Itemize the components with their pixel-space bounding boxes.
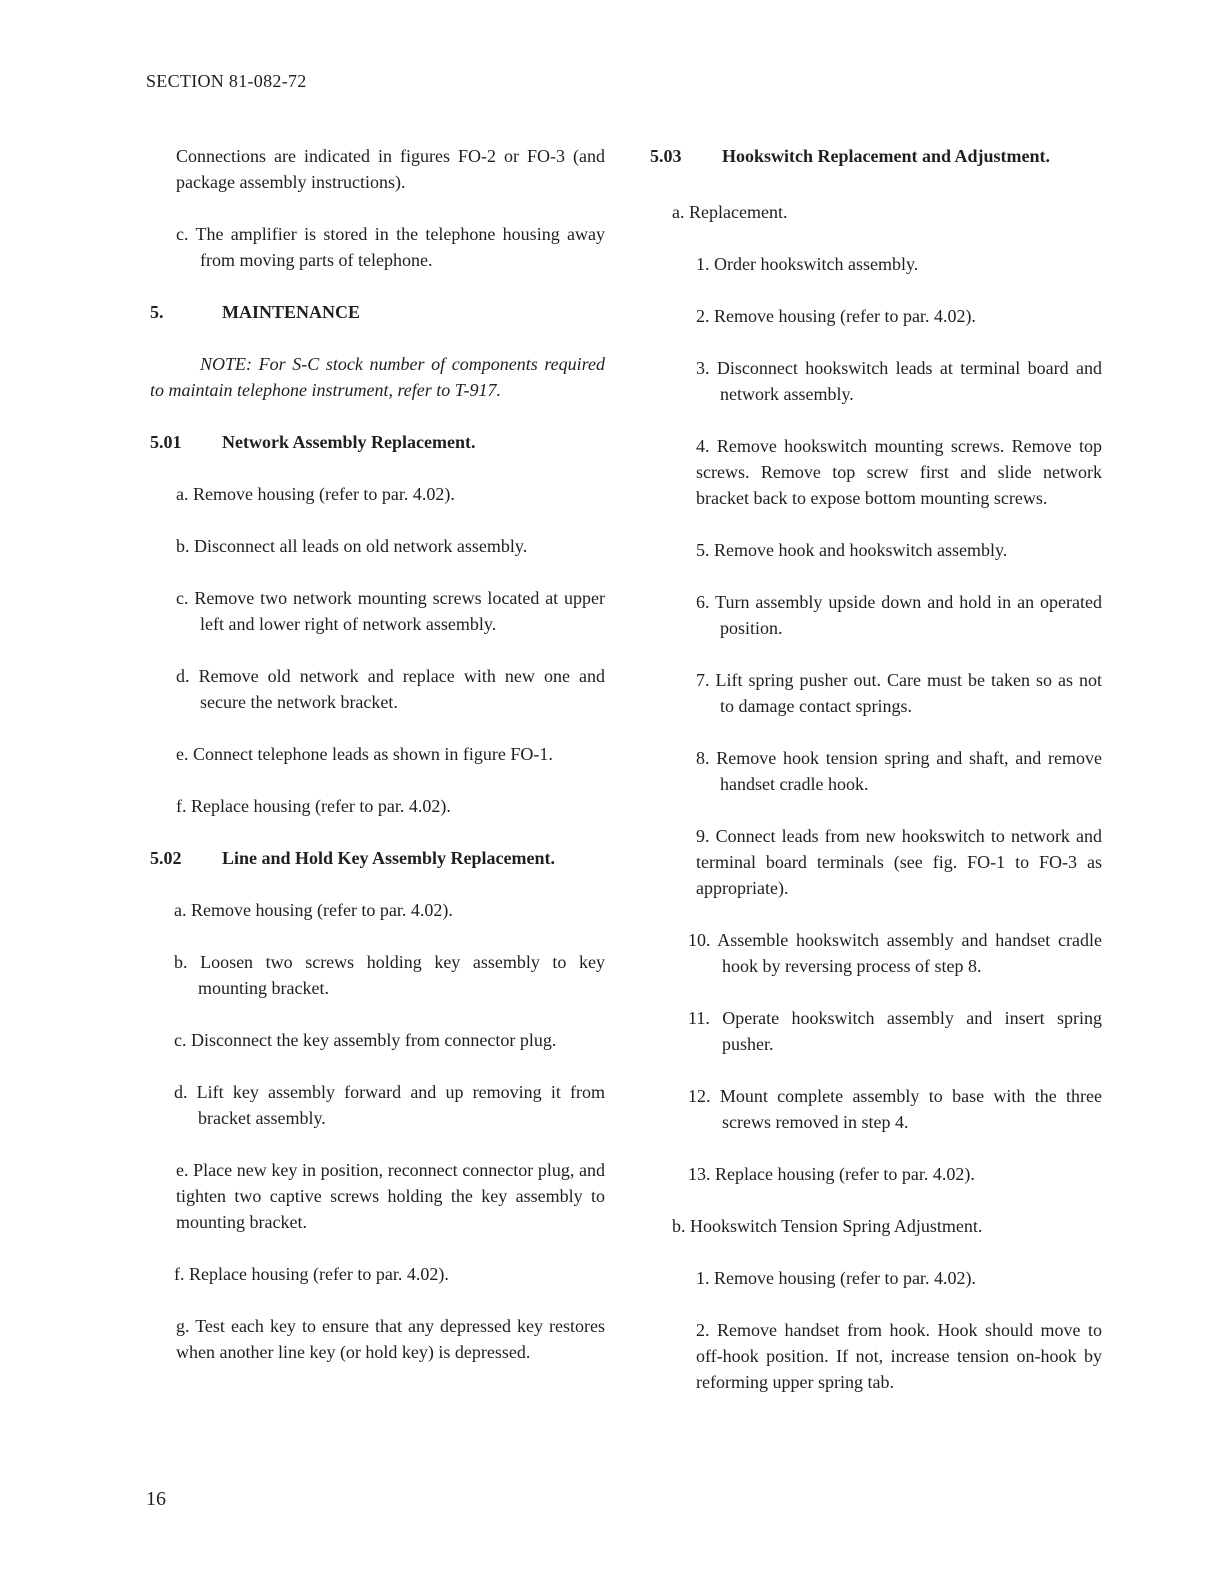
heading-number: 5.02 [150, 848, 182, 868]
list-item: 3. Disconnect hookswitch leads at terminal board and network assembly. [696, 358, 1102, 404]
heading-title: MAINTENANCE [222, 302, 361, 322]
list-item: g. Test each key to ensure that any depressed key restores when another line key (or hold key) is depressed. [176, 1316, 605, 1362]
intro-paragraph: Connections are indicated in figures FO-2 or FO-3 (and package assembly instructions). [176, 146, 605, 192]
list-item: f. Replace housing (refer to par. 4.02). [176, 796, 451, 816]
list-item: c. The amplifier is stored in the telephone housing away from moving parts of telephone. [176, 224, 605, 270]
list-item: e. Place new key in position, reconnect connector plug, and tighten two captive screws holding the key assembly to mounting bracket. [176, 1160, 605, 1232]
list-item: 7. Lift spring pusher out. Care must be taken so as not to damage contact springs. [696, 670, 1102, 716]
section-heading-maintenance [150, 299, 605, 325]
list-item: b. Loosen two screws holding key assembly to key mounting bracket. [174, 952, 605, 998]
heading-title: Hookswitch Replacement and Adjustment. [722, 146, 1051, 166]
section-header: SECTION 81-082-72 [146, 71, 307, 91]
list-item: 13. Replace housing (refer to par. 4.02). [688, 1164, 975, 1184]
list-item: 12. Mount complete assembly to base with the three screws removed in step 4. [688, 1086, 1102, 1132]
right-column [650, 143, 1102, 1421]
list-item: e. Connect telephone leads as shown in figure FO-1. [176, 744, 553, 764]
section-heading-5-01 [150, 429, 605, 455]
left-column [150, 143, 605, 1391]
list-item: 10. Assemble hookswitch assembly and handset cradle hook by reversing process of step 8. [688, 930, 1102, 976]
list-item: 1. Order hookswitch assembly. [696, 254, 919, 274]
list-item: d. Lift key assembly forward and up removing it from bracket assembly. [174, 1082, 605, 1128]
heading-number: 5. [150, 302, 164, 322]
page-number: 16 [146, 1488, 166, 1510]
note-paragraph: NOTE: For S-C stock number of components required to maintain telephone instrument, refer to T-917. [150, 354, 605, 400]
list-item: 9. Connect leads from new hookswitch to network and terminal board terminals (see fig. FO-1 to FO-3 as appropriate). [696, 826, 1102, 898]
list-item: d. Remove old network and replace with new one and secure the network bracket. [176, 666, 605, 712]
list-item: 6. Turn assembly upside down and hold in an operated position. [696, 592, 1102, 638]
subsection-title: a. Replacement. [672, 202, 788, 222]
list-item: 2. Remove handset from hook. Hook should move to off-hook position. If not, increase tension on-hook by reforming upper spring tab. [696, 1320, 1102, 1392]
list-item: b. Disconnect all leads on old network assembly. [176, 536, 528, 556]
list-item: c. Disconnect the key assembly from connector plug. [174, 1030, 557, 1050]
list-item: 2. Remove housing (refer to par. 4.02). [696, 306, 976, 326]
list-item: f. Replace housing (refer to par. 4.02). [174, 1264, 449, 1284]
list-item: 4. Remove hookswitch mounting screws. Remove top screws. Remove top screw first and slide network bracket back to expose bottom mounting screws. [696, 436, 1102, 508]
list-item: a. Remove housing (refer to par. 4.02). [174, 900, 453, 920]
subsection-title: b. Hookswitch Tension Spring Adjustment. [672, 1216, 983, 1236]
list-item: 11. Operate hookswitch assembly and insert spring pusher. [688, 1008, 1102, 1054]
list-item: 1. Remove housing (refer to par. 4.02). [696, 1268, 976, 1288]
list-item: 5. Remove hook and hookswitch assembly. [696, 540, 1008, 560]
list-item: a. Remove housing (refer to par. 4.02). [176, 484, 455, 504]
heading-number: 5.03 [650, 146, 682, 166]
heading-title: Line and Hold Key Assembly Replacement. [222, 848, 556, 868]
list-item: c. Remove two network mounting screws located at upper left and lower right of network assembly. [176, 588, 605, 634]
section-heading-5-02 [150, 845, 605, 871]
section-heading-5-03 [650, 143, 1102, 169]
heading-title: Network Assembly Replacement. [222, 432, 476, 452]
heading-number: 5.01 [150, 432, 182, 452]
list-item: 8. Remove hook tension spring and shaft, and remove handset cradle hook. [696, 748, 1102, 794]
